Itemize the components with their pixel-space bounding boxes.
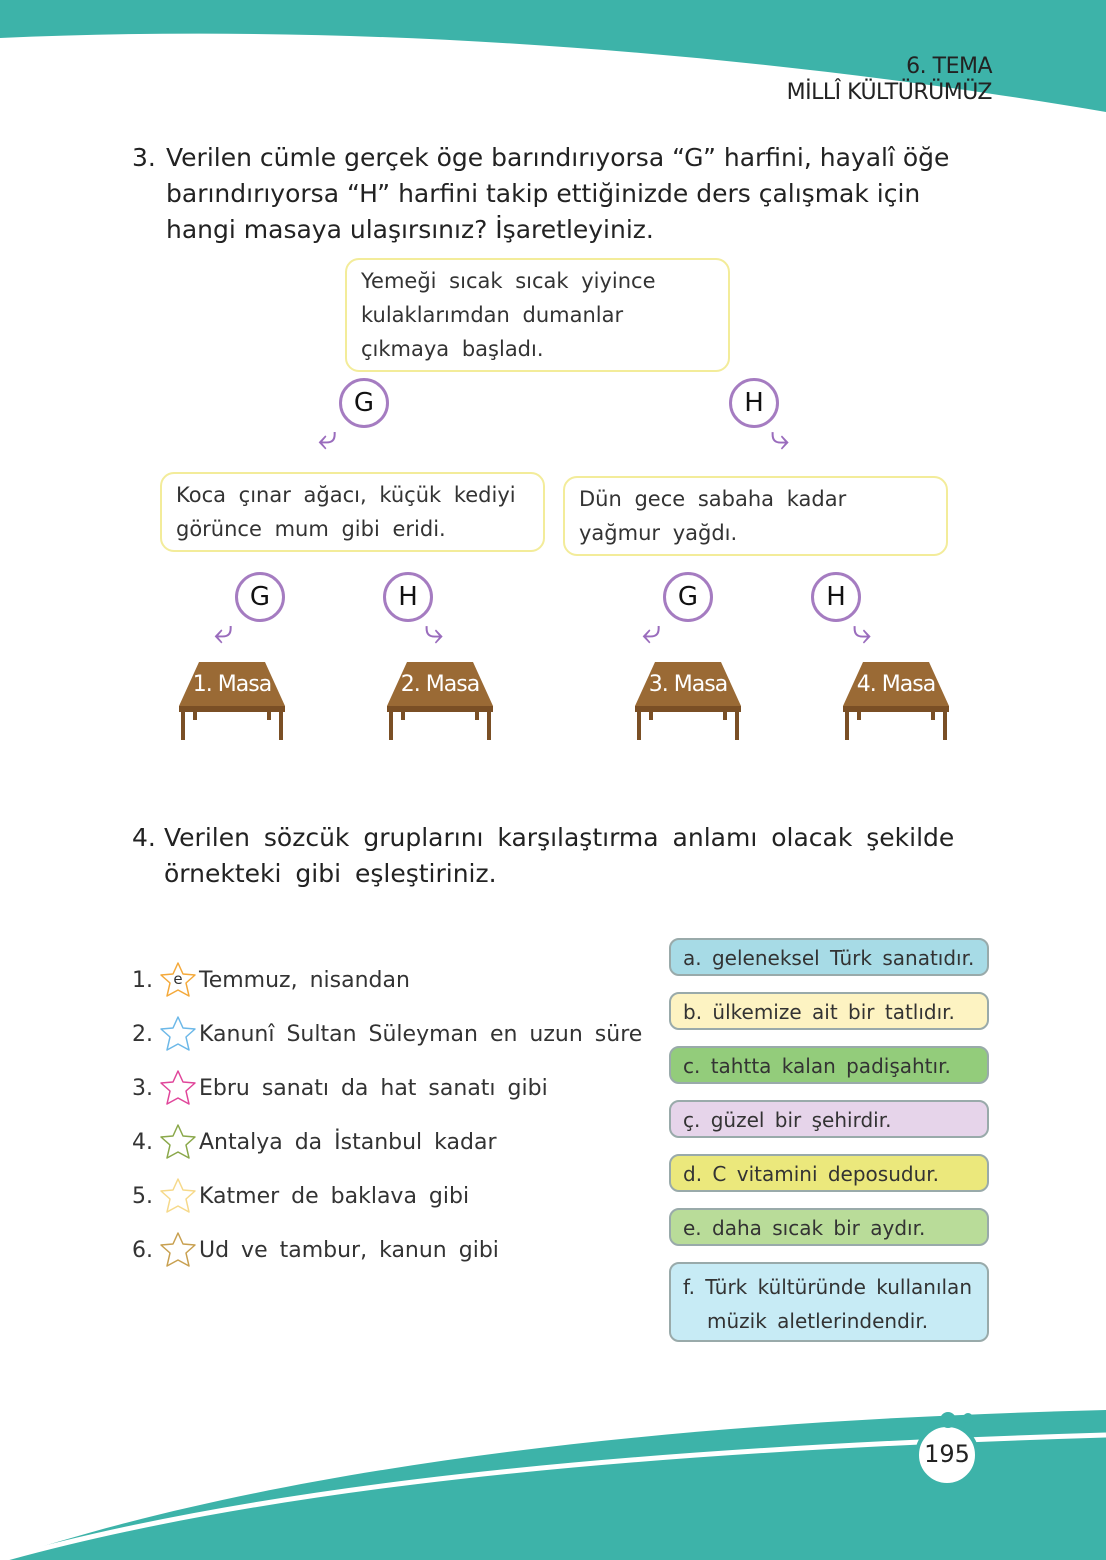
answer-star-input[interactable] [159, 1231, 197, 1269]
g-choice[interactable]: G [339, 378, 389, 428]
answer-star-input[interactable] [159, 1015, 197, 1053]
match-option: b. ülkemize ait bir tatlıdır. [669, 992, 989, 1030]
q4-text: Verilen sözcük gruplarını karşılaştırma anlamı olacak şekilde örnekteki gibi eşleştiriniz. [164, 823, 955, 888]
right-sentence-box: Dün gece sabaha kadar yağmur yağdı. [563, 476, 948, 556]
match-option: a. geleneksel Türk sanatıdır. [669, 938, 989, 976]
table-2[interactable] [387, 662, 493, 742]
star-icon [159, 1015, 197, 1053]
table-label: 1. Masa [192, 672, 272, 697]
h-choice[interactable]: H [383, 572, 433, 622]
answer-star-input[interactable] [159, 961, 197, 999]
arrow-icon: ⤷ [424, 612, 444, 652]
match-item [132, 1230, 499, 1270]
page-number: 195 [924, 1440, 970, 1468]
star-icon [159, 1069, 197, 1107]
item-text: Antalya da İstanbul kadar [199, 1129, 497, 1155]
table-1[interactable] [179, 662, 285, 742]
match-item [132, 1014, 642, 1054]
item-number: 6. [132, 1237, 153, 1263]
answer-star-input[interactable] [159, 1069, 197, 1107]
h-choice[interactable]: H [811, 572, 861, 622]
theme-number: 6. TEMA [906, 54, 992, 79]
star-icon [159, 1177, 197, 1215]
arrow-icon: ⤷ [852, 612, 872, 652]
match-item [132, 1122, 497, 1162]
match-option: c. tahtta kalan padişahtır. [669, 1046, 989, 1084]
item-number: 4. [132, 1129, 153, 1155]
item-number: 1. [132, 967, 153, 993]
g-choice[interactable]: G [663, 572, 713, 622]
theme-header [787, 54, 992, 106]
theme-title: MİLLÎ KÜLTÜRÜMÜZ [786, 80, 992, 105]
item-text: Ud ve tambur, kanun gibi [199, 1237, 499, 1263]
arrow-icon: ⤶ [642, 612, 662, 652]
left-sentence-box: Koca çınar ağacı, küçük kediyi görünce mum gibi eridi. [160, 472, 545, 552]
item-text: Ebru sanatı da hat sanatı gibi [199, 1075, 548, 1101]
answer-star-input[interactable] [159, 1177, 197, 1215]
match-option: e. daha sıcak bir aydır. [669, 1208, 989, 1246]
star-icon [159, 1231, 197, 1269]
item-number: 5. [132, 1183, 153, 1209]
table-label: 2. Masa [400, 672, 480, 697]
item-text: Kanunî Sultan Süleyman en uzun süre [199, 1021, 643, 1047]
match-option: ç. güzel bir şehirdir. [669, 1100, 989, 1138]
top-sentence-box: Yemeği sıcak sıcak yiyince kulaklarımdan dumanlar çıkmaya başladı. [345, 258, 730, 372]
arrow-icon: ⤶ [318, 418, 338, 458]
item-text: Katmer de baklava gibi [199, 1183, 470, 1209]
table-label: 3. Masa [648, 672, 728, 697]
item-number: 3. [132, 1075, 153, 1101]
q3-number: 3. [132, 143, 156, 172]
match-option: f. Türk kültüründe kullanılan müzik aletlerindendir. [669, 1262, 989, 1342]
arrow-icon: ⤷ [770, 418, 790, 458]
star-icon [159, 1123, 197, 1161]
g-choice[interactable]: G [235, 572, 285, 622]
table-3[interactable] [635, 662, 741, 742]
match-item [132, 1068, 548, 1108]
match-item [132, 960, 410, 1000]
item-number: 2. [132, 1021, 153, 1047]
table-label: 4. Masa [856, 672, 936, 697]
match-item [132, 1176, 469, 1216]
answer-star-input[interactable] [159, 1123, 197, 1161]
match-option: d. C vitamini deposudur. [669, 1154, 989, 1192]
h-choice[interactable]: H [729, 378, 779, 428]
q3-text: Verilen cümle gerçek öge barındırıyorsa “G” harfini, hayalî öğe barındırıyorsa “H” harfini takip ettiğinizde ders çalışmak için hangi masaya ulaşırsınız? İşaretleyiniz. [166, 143, 950, 244]
arrow-icon: ⤶ [214, 612, 234, 652]
table-4[interactable] [843, 662, 949, 742]
q4-number: 4. [132, 823, 156, 852]
answer-letter: e [173, 970, 183, 988]
item-text: Temmuz, nisandan [199, 967, 410, 993]
bottom-wave [0, 1380, 1106, 1560]
